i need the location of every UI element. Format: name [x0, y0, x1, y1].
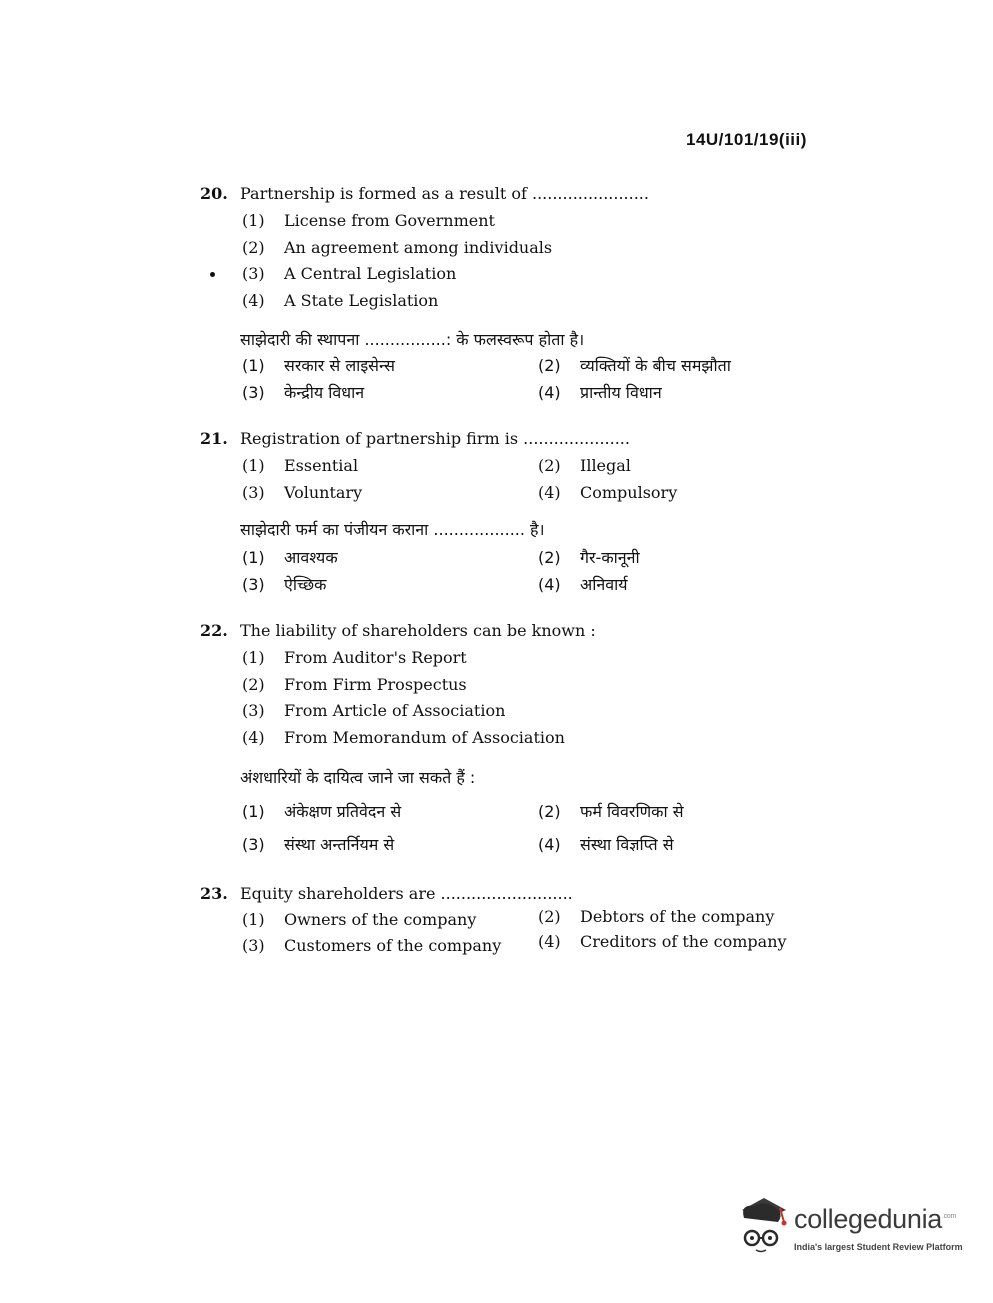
q21-option-4: (4) Compulsory: [538, 483, 678, 502]
question-number: 20.: [200, 184, 228, 203]
q22-hi-option-3: (3) संस्था अन्तर्नियम से: [242, 835, 395, 854]
q23-option-1: (1) Owners of the company: [242, 910, 477, 929]
q22-option-4: (4) From Memorandum of Association: [242, 728, 565, 747]
q23-option-2: (2) Debtors of the company: [538, 907, 775, 926]
q22-option-2: (2) From Firm Prospectus: [242, 675, 467, 694]
mascot-icon: [734, 1196, 792, 1256]
collegedunia-logo: [734, 1196, 964, 1260]
q21-hi-option-2: (2) गैर-कानूनी: [538, 548, 640, 567]
q20-hindi-stem: साझेदारी की स्थापना ................: के फलस्वरूप होता है।: [240, 330, 585, 349]
q21-hi-option-1: (1) आवश्यक: [242, 548, 338, 567]
q21-option-2: (2) Illegal: [538, 456, 631, 475]
q22-hi-option-4: (4) संस्था विज्ञप्ति से: [538, 835, 674, 854]
q22-hi-option-2: (2) फर्म विवरणिका से: [538, 802, 684, 821]
q22-option-3: (3) From Article of Association: [242, 701, 506, 720]
brand-tagline: India's largest Student Review Platform: [794, 1242, 963, 1252]
q23-option-3: (3) Customers of the company: [242, 936, 502, 955]
question-23-stem: 23. Equity shareholders are ..........................: [200, 884, 573, 903]
question-number: 21.: [200, 429, 228, 448]
q23-option-4: (4) Creditors of the company: [538, 932, 787, 951]
question-20-stem: 20. Partnership is formed as a result of .......................: [200, 184, 649, 203]
q20-option-3: (3) A Central Legislation: [242, 264, 457, 283]
page-code: 14U/101/19(iii): [686, 130, 807, 149]
q20-option-1: (1) License from Government: [242, 211, 495, 230]
q20-hi-option-4: (4) प्रान्तीय विधान: [538, 383, 662, 402]
q22-option-1: (1) From Auditor's Report: [242, 648, 467, 667]
question-21-stem: 21. Registration of partnership firm is .....................: [200, 429, 630, 448]
q22-hi-option-1: (1) अंकेक्षण प्रतिवेदन से: [242, 802, 402, 821]
q20-hi-option-2: (2) व्यक्तियों के बीच समझौता: [538, 356, 731, 375]
q21-hindi-stem: साझेदारी फर्म का पंजीयन कराना .................. है।: [240, 520, 545, 539]
bullet-dot-decor: [210, 272, 215, 277]
q20-option-4: (4) A State Legislation: [242, 291, 439, 310]
q21-hi-option-4: (4) अनिवार्य: [538, 575, 628, 594]
q21-hi-option-3: (3) ऐच्छिक: [242, 575, 327, 594]
q20-hi-option-3: (3) केन्द्रीय विधान: [242, 383, 365, 402]
q22-hindi-stem: अंशधारियों के दायित्व जाने जा सकते हैं :: [240, 768, 476, 787]
question-number: 22.: [200, 621, 228, 640]
question-number: 23.: [200, 884, 228, 903]
q21-option-3: (3) Voluntary: [242, 483, 363, 502]
question-22-stem: 22. The liability of shareholders can be known :: [200, 621, 596, 640]
q21-option-1: (1) Essential: [242, 456, 359, 475]
q20-option-2: (2) An agreement among individuals: [242, 238, 553, 257]
q20-hi-option-1: (1) सरकार से लाइसेन्स: [242, 356, 395, 375]
brand-name: collegedunia$^{.com}$: [794, 1204, 957, 1234]
